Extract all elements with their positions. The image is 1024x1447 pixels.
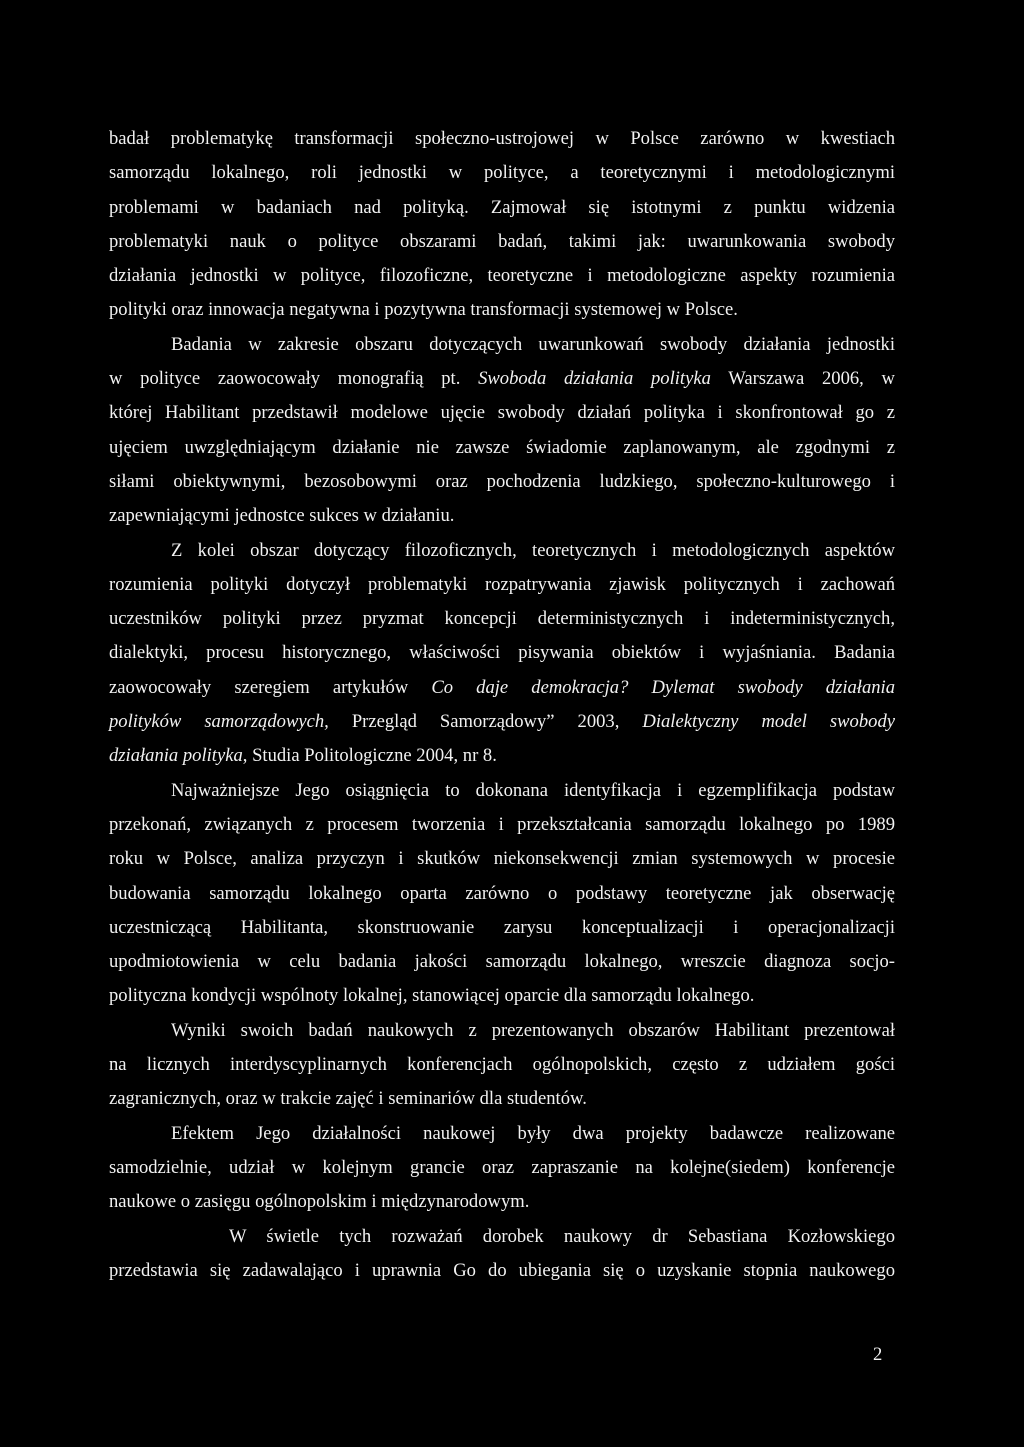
paragraph: [109, 1014, 895, 1117]
text-line: działania jednostki w polityce, filozoficzne, teoretyczne i metodologiczne aspekty rozumienia: [109, 265, 895, 287]
text-line: polityczna kondycji wspólnoty lokalnej, stanowiącej oparcie dla samorządu lokalnego.: [109, 985, 755, 1007]
text-line: uczestników polityki przez pryzmat koncepcji deterministycznych i indeterministycznych,: [109, 608, 895, 630]
text-line: na licznych interdyscyplinarnych konferencjach ogólnopolskich, często z udziałem gości: [109, 1054, 895, 1076]
text-line: budowania samorządu lokalnego oparta zarówno o podstawy teoretyczne jak obserwację: [109, 882, 895, 904]
document-body: [109, 122, 895, 1288]
paragraph: [109, 1220, 895, 1289]
text-line: samodzielnie, udział w kolejnym grancie oraz zapraszanie na kolejne(siedem) konferencje: [109, 1156, 895, 1178]
text-line: rozumienia polityki dotyczył problematyki rozpatrywania zjawisk politycznych i zachowań: [109, 573, 895, 595]
text-line: upodmiotowienia w celu badania jakości samorządu lokalnego, wreszcie diagnoza socjo-: [109, 951, 895, 973]
text-line: uczestniczącą Habilitanta, skonstruowanie zarysu konceptualizacji i operacjonalizacji: [109, 916, 895, 938]
text-line: Badania w zakresie obszaru dotyczących uwarunkowań swobody działania jednostki: [171, 333, 895, 355]
text-line: problematyki nauk o polityce obszarami badań, takimi jak: uwarunkowania swobody: [109, 230, 895, 252]
text-line: działania polityka, Studia Politologiczne 2004, nr 8.: [109, 745, 497, 767]
text-line: samorządu lokalnego, roli jednostki w polityce, a teoretycznymi i metodologicznymi: [109, 162, 895, 184]
text-line: której Habilitant przedstawił modelowe ujęcie swobody działań polityka i skonfrontował go z: [109, 402, 895, 424]
text-line: zagranicznych, oraz w trakcie zajęć i seminariów dla studentów.: [109, 1088, 587, 1110]
text-line: Najważniejsze Jego osiągnięcia to dokonana identyfikacja i egzemplifikacja podstaw: [171, 779, 895, 801]
text-line: zaowocowały szeregiem artykułów Co daje demokracja? Dylemat swobody działania: [109, 676, 895, 698]
text-line: przedstawia się zadawalająco i uprawnia Go do ubiegania się o uzyskanie stopnia naukowego: [109, 1259, 895, 1281]
text-line: dialektyki, procesu historycznego, właściwości pisywania obiektów i wyjaśniania. Badania: [109, 642, 895, 664]
text-line: przekonań, związanych z procesem tworzenia i przekształcania samorządu lokalnego po 1989: [109, 813, 895, 835]
paragraph: [109, 1117, 895, 1220]
text-line: Efektem Jego działalności naukowej były dwa projekty badawcze realizowane: [171, 1122, 895, 1144]
text-line: badał problematykę transformacji społeczno-ustrojowej w Polsce zarówno w kwestiach: [109, 128, 895, 149]
page-number: 2: [873, 1344, 883, 1365]
text-line: polityki oraz innowacja negatywna i pozytywna transformacji systemowej w Polsce.: [109, 299, 738, 321]
text-line: siłami obiektywnymi, bezosobowymi oraz pochodzenia ludzkiego, społeczno-kulturowego i: [109, 470, 895, 492]
text-line: Wyniki swoich badań naukowych z prezentowanych obszarów Habilitant prezentował: [171, 1019, 895, 1041]
paragraph: [109, 534, 895, 774]
text-line: problemami w badaniach nad polityką. Zajmował się istotnymi z punktu widzenia: [109, 196, 895, 218]
text-line: w polityce zaowocowały monografią pt. Swoboda działania polityka Warszawa 2006, w: [109, 368, 895, 390]
paragraph: [109, 774, 895, 1014]
text-line: zapewniającymi jednostce sukces w działaniu.: [109, 505, 455, 527]
text-line: roku w Polsce, analiza przyczyn i skutków niekonsekwencji zmian systemowych w procesie: [109, 848, 895, 870]
paragraph: [109, 122, 895, 328]
text-line: W świetle tych rozważań dorobek naukowy dr Sebastiana Kozłowskiego: [229, 1225, 895, 1247]
text-line: naukowe o zasięgu ogólnopolskim i międzynarodowym.: [109, 1191, 530, 1213]
text-line: ujęciem uwzględniającym działanie nie zawsze świadomie zaplanowanym, ale zgodnymi z: [109, 436, 895, 458]
text-line: Z kolei obszar dotyczący filozoficznych, teoretycznych i metodologicznych aspektów: [171, 539, 895, 561]
text-line: polityków samorządowych, Przegląd Samorządowy” 2003, Dialektyczny model swobody: [109, 711, 895, 733]
paragraph: [109, 328, 895, 534]
